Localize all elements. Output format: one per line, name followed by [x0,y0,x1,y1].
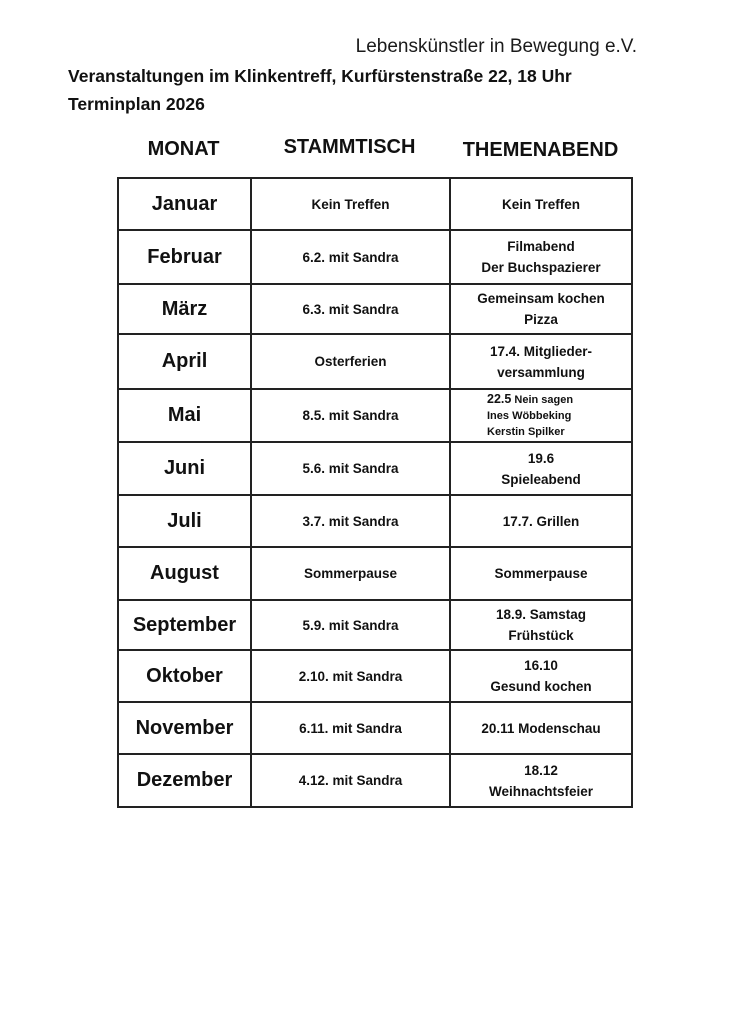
themenabend-cell [450,600,632,650]
month-cell: Januar [118,178,251,230]
table-row [118,547,632,600]
month-cell: November [118,702,251,754]
themenabend-line: Filmabend [507,239,575,254]
themenabend-line: Ines Wöbbeking [487,410,572,422]
themenabend-line: 18.9. Samstag [495,607,587,622]
table-row [118,495,632,547]
stammtisch-cell: Kein Treffen [251,178,450,230]
document-subtitle: Terminplan 2026 [68,94,205,114]
table-row [118,754,632,807]
themenabend-line: 18.12 [524,762,558,778]
themenabend-line: 17.4. Mitglieder- [489,343,593,359]
column-header-themenabend: THEMENABEND [462,139,619,161]
themenabend-cell [450,178,632,230]
event-title: Nein sagen [514,394,574,406]
themenabend-line: 19.6 [527,450,555,466]
themenabend-line: 17.7. Grillen [502,513,580,529]
themenabend-line: Spieleabend [501,471,581,487]
month-cell: Juni [118,442,251,495]
themenabend-line: Kein Treffen [501,196,580,212]
table-row [118,600,632,650]
month-cell: Juli [118,495,251,547]
themenabend-cell [450,284,632,334]
themenabend-cell [450,650,632,702]
month-cell: März [118,284,251,334]
table-row [118,389,632,442]
organization-name: Lebenskünstler in Bewegung e.V. [355,36,637,57]
themenabend-cell [450,389,632,442]
month-cell: Mai [118,389,251,442]
stammtisch-cell: 5.6. mit Sandra [251,442,450,495]
stammtisch-cell: 3.7. mit Sandra [251,495,450,547]
themenabend-line: Gesund kochen [490,679,592,694]
stammtisch-cell: 6.3. mit Sandra [251,284,450,334]
stammtisch-cell: Sommerpause [251,547,450,600]
month-cell: Oktober [118,650,251,702]
table-row [118,178,632,230]
column-header-month: MONAT [147,138,220,160]
stammtisch-cell: 4.12. mit Sandra [251,754,450,807]
table-row [118,334,632,389]
stammtisch-cell: 5.9. mit Sandra [251,600,450,650]
month-cell: Februar [118,230,251,284]
stammtisch-cell: 2.10. mit Sandra [251,650,450,702]
month-cell: September [118,600,251,650]
stammtisch-cell: 6.11. mit Sandra [251,702,450,754]
document-title: Veranstaltungen im Klinkentreff, Kurfürstenstraße 22, 18 Uhr [68,66,572,86]
themenabend-cell [450,334,632,389]
themenabend-line: Pizza [524,312,558,327]
schedule-table [117,177,633,808]
month-cell: August [118,547,251,600]
themenabend-cell [450,442,632,495]
table-row [118,442,632,495]
table-row [118,284,632,334]
themenabend-cell [450,547,632,600]
themenabend-line: Der Buchspazierer [481,260,601,275]
themenabend-line: versammlung [497,364,585,380]
themenabend-line [487,391,631,408]
themenabend-cell [450,754,632,807]
stammtisch-cell: Osterferien [251,334,450,389]
themenabend-line: Frühstück [508,628,574,643]
month-cell: April [118,334,251,389]
themenabend-line: Sommerpause [494,566,588,581]
themenabend-line: Gemeinsam kochen [477,291,605,306]
stammtisch-cell: 6.2. mit Sandra [251,230,450,284]
table-row [118,650,632,702]
event-date: 22.5 [487,392,512,406]
themenabend-line: Weihnachtsfeier [488,783,594,799]
stammtisch-cell: 8.5. mit Sandra [251,389,450,442]
themenabend-cell [450,230,632,284]
column-header-stammtisch: STAMMTISCH [283,136,416,158]
themenabend-cell [450,702,632,754]
themenabend-line: Kerstin Spilker [487,426,565,438]
themenabend-line: 20.11 Modenschau [481,720,601,736]
themenabend-line: 16.10 [524,658,558,673]
table-row [118,230,632,284]
month-cell: Dezember [118,754,251,807]
themenabend-cell [450,495,632,547]
table-row [118,702,632,754]
